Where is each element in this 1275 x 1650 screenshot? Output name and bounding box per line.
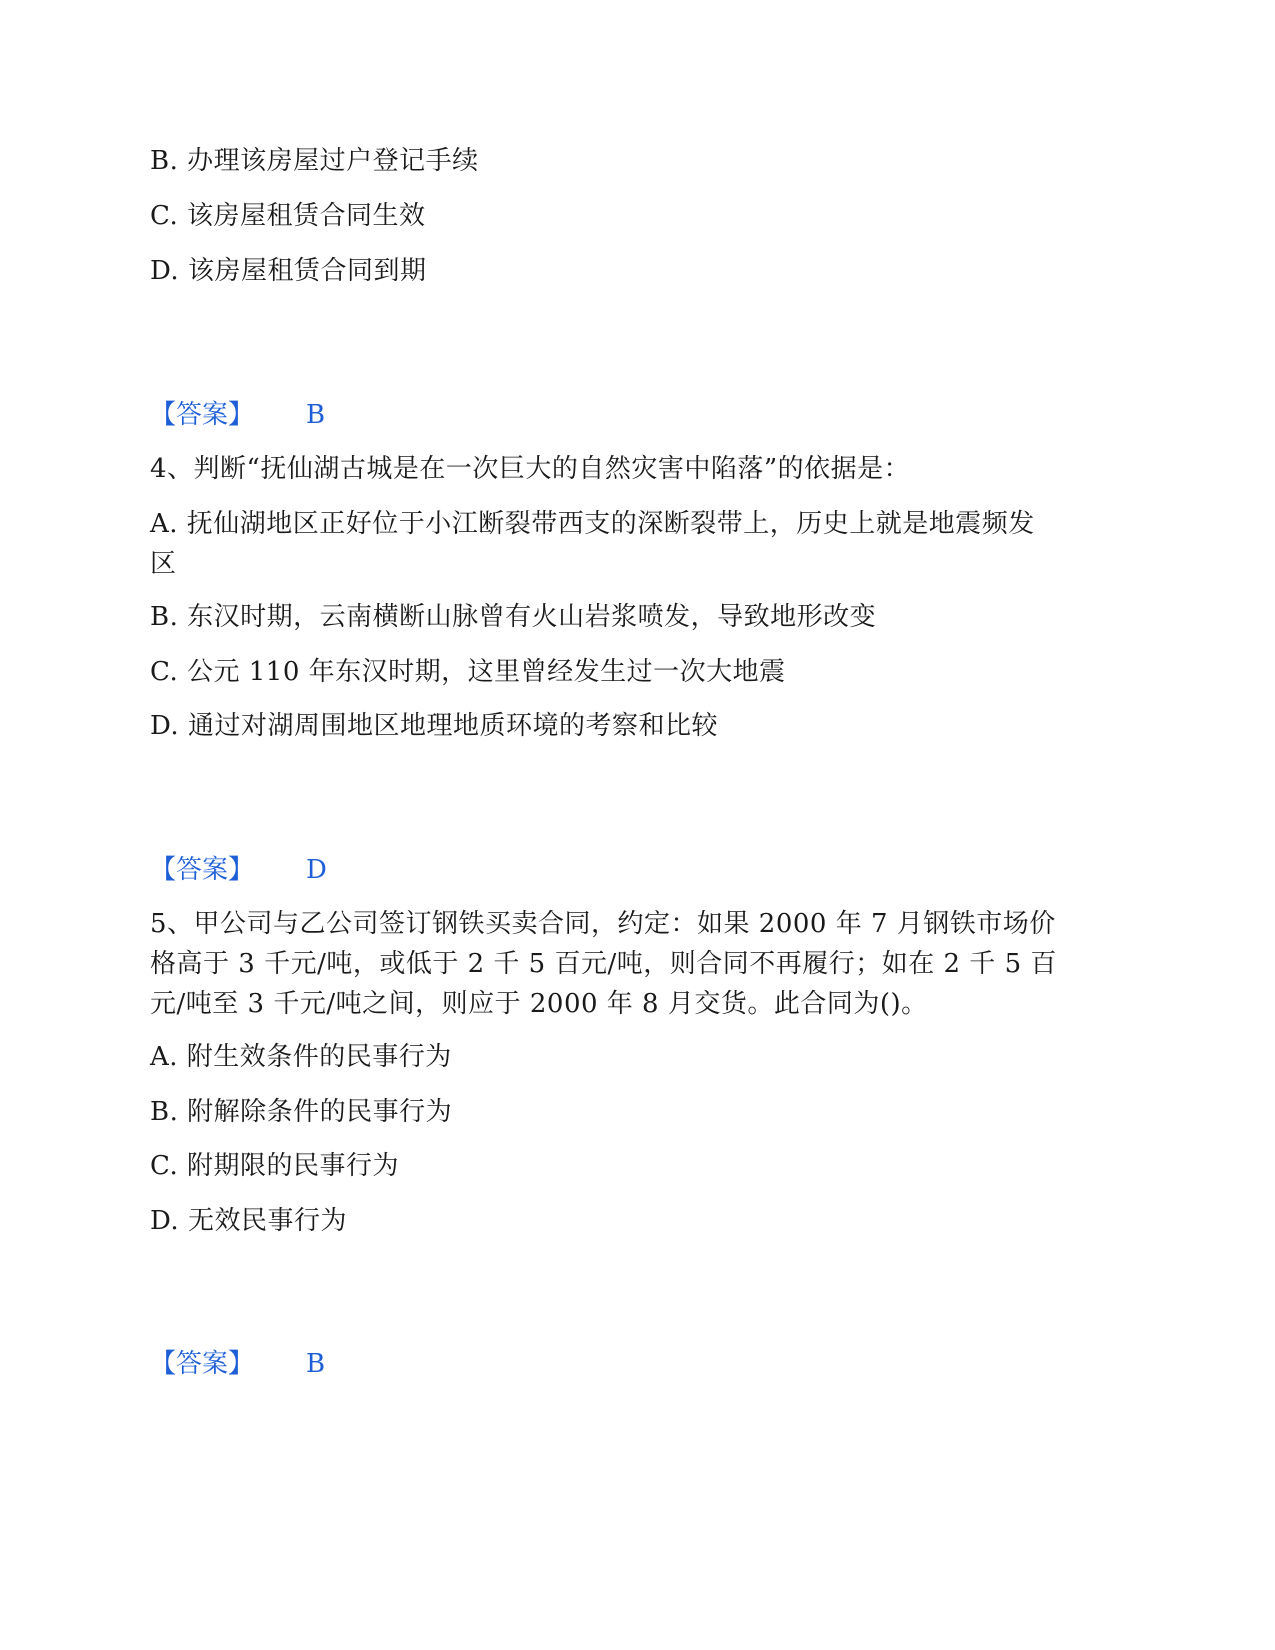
q5-stem-line1: 5、甲公司与乙公司签订钢铁买卖合同，约定：如果 2000 年 7 月钢铁市场价 [150,909,1056,939]
q5-option-d: D. 无效民事行为 [150,1206,347,1236]
q4-answer [150,850,327,890]
q5-stem-line2: 格高于 3 千元/吨，或低于 2 千 5 百元/吨，则合同不再履行；如在 2 千 5 百 [150,949,1057,979]
answer-label: 【答案】 [150,400,255,430]
q3-option-b: B. 办理该房屋过户登记手续 [150,146,479,176]
q5-answer [150,1344,325,1384]
q5-option-a: A. 附生效条件的民事行为 [150,1042,452,1072]
q4-stem: 4、判断“抚仙湖古城是在一次巨大的自然灾害中陷落”的依据是： [150,454,911,484]
q5-stem-line3: 元/吨至 3 千元/吨之间，则应于 2000 年 8 月交货。此合同为()。 [150,989,928,1019]
answer-value: B [306,1349,326,1379]
q3-option-c: C. 该房屋租赁合同生效 [150,201,426,231]
answer-label: 【答案】 [150,855,255,885]
answer-value: D [306,855,327,885]
q3-option-d: D. 该房屋租赁合同到期 [150,256,427,286]
answer-value: B [306,400,326,430]
q4-option-c: C. 公元 110 年东汉时期，这里曾经发生过一次大地震 [150,657,786,687]
q3-answer [150,395,325,435]
q4-option-a-line2: 区 [150,549,177,579]
q4-option-a-line1: A. 抚仙湖地区正好位于小江断裂带西支的深断裂带上，历史上就是地震频发 [150,509,1035,539]
q5-option-b: B. 附解除条件的民事行为 [150,1097,453,1127]
q4-option-d: D. 通过对湖周围地区地理地质环境的考察和比较 [150,711,718,741]
q4-option-b: B. 东汉时期，云南横断山脉曾有火山岩浆喷发，导致地形改变 [150,602,877,632]
answer-label: 【答案】 [150,1349,255,1379]
q5-option-c: C. 附期限的民事行为 [150,1151,399,1181]
